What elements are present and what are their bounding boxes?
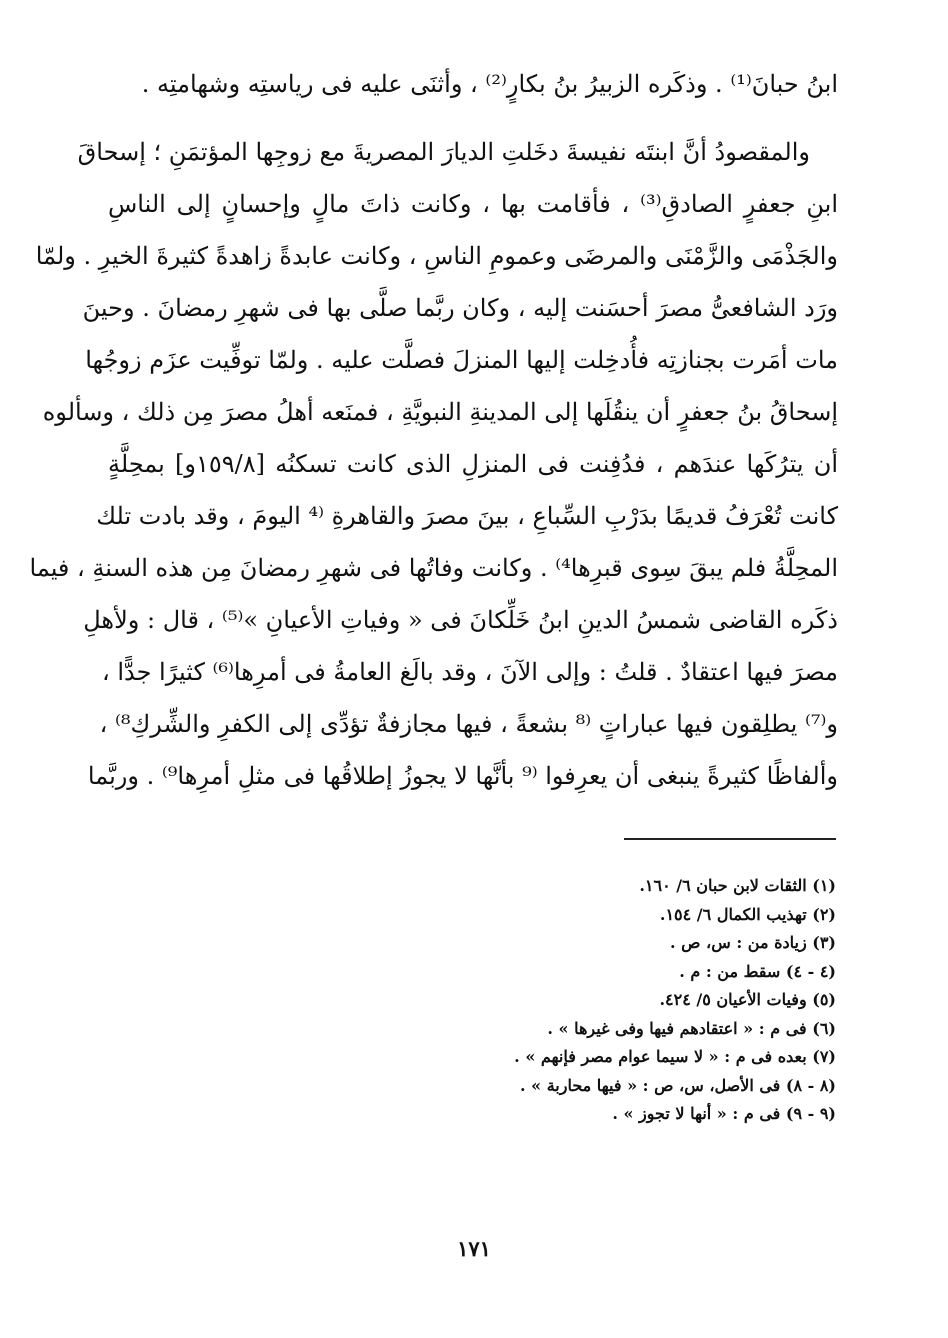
text-line: والمقصودُ أنَّ ابنتَه نفيسةَ دخَلتِ الديارَ المصريةَ مع زوجِها المؤتمَنِ ؛ إسحاقَ <box>77 138 810 166</box>
text-line: كانت تُعْرَفُ قديمًا بدَرْبِ السِّباعِ ، بينَ مصرَ والقاهرةِ ⁽⁴ اليومَ ، وقد بادت تلك <box>96 502 838 530</box>
footnote-separator <box>624 838 836 840</box>
footnote: (٨ - ٨) فى الأصل، س، ص : « فيها محاربة » . <box>519 1075 836 1095</box>
page-number: ١٧١ <box>457 1236 491 1261</box>
text-line: ذكَره القاضى شمسُ الدينِ ابنُ خَلِّكانَ فى « وفياتِ الأعيانِ »⁽⁵⁾ ، قال : ولأهلِ <box>83 606 838 634</box>
text-line: ابنِ جعفرٍ الصادقِ⁽³⁾ ، فأقامت بها ، وكانت ذاتَ مالٍ وإحسانٍ إلى الناسِ <box>108 190 839 218</box>
main-text-body <box>29 58 839 802</box>
text-line: ورَد الشافعىُّ مصرَ أحسَنت إليه ، وكان ربَّما صلَّى بها فى شهرِ رمضانَ . وحينَ <box>82 294 838 322</box>
footnote: (٧) بعده فى م : « لا سيما عوام مصر فإنهم » . <box>514 1047 836 1066</box>
text-line: أن يترُكَها عندَهم ، فدُفِنت فى المنزلِ الذى كانت تسكنُه [١٥٩/٨و] بمحِلَّةٍ <box>108 450 838 478</box>
text-line: مات أمَرت بجنازتِه فأُدخِلت إليها المنزلَ فصلَّت عليه . ولمّا توفِّيت عزَم زوجُها <box>85 346 838 374</box>
text-line: إسحاقُ بنُ جعفرٍ أن ينقُلَها إلى المدينةِ النبويَّةِ ، فمنَعه أهلُ مصرَ مِن ذلك ، وسألوه <box>42 398 838 426</box>
text-line: والجَذْمَى والزَّمْنَى والمرضَى وعمومِ الناسِ ، وكانت عابدةً زاهدةً كثيرةَ الخيرِ . ولمّا <box>35 242 838 270</box>
footnote: (١) الثقات لابن حبان ٦/ ١٦٠. <box>639 876 836 895</box>
footnote: (٦) فى م : « اعتقادهم فيها وفى غيرها » . <box>547 1018 836 1038</box>
text-line: وألفاظًا كثيرةً ينبغى أن يعرِفوا ⁽⁹ بأنَّها لا يجوزُ إطلاقُها فى مثلِ أمرِها⁹⁾ . وربَّما <box>87 762 838 790</box>
text-line: المحِلَّةُ فلم يبقَ سِوى قبرِها⁴⁾ . وكانت وفاتُها فى شهرِ رمضانَ مِن هذه السنةِ ، فيما <box>29 554 838 582</box>
footnote: (٩ - ٩) فى م : « أنها لا تجوز » . <box>612 1104 836 1123</box>
text-line: ابنُ حبانَ⁽¹⁾ . وذكَره الزبيرُ بنُ بكارٍ⁽²⁾ ، وأثنَى عليه فى رياستِه وشهامتِه . <box>141 70 838 98</box>
text-line: مصرَ فيها اعتقادٌ . قلتُ : وإلى الآنَ ، وقد بالَغ العامةُ فى أمرِها⁽⁶⁾ كثيرًا جدًّا ، <box>101 658 838 686</box>
footnote: (٤ - ٤) سقط من : م . <box>679 961 836 981</box>
text-line: و⁽⁷⁾ يطلِقون فيها عباراتٍ ⁽⁸ بشعةً ، فيها مجازفةٌ تؤدِّى إلى الكفرِ والشِّركِ⁸⁾ ، <box>99 710 838 738</box>
footnote: (٥) وفيات الأعيان ٥/ ٤٢٤. <box>659 990 836 1009</box>
footnote: (٢) تهذيب الكمال ٦/ ١٥٤. <box>659 904 836 924</box>
footnote: (٣) زيادة من : س، ص . <box>670 933 836 952</box>
footnotes-section <box>236 872 836 1129</box>
